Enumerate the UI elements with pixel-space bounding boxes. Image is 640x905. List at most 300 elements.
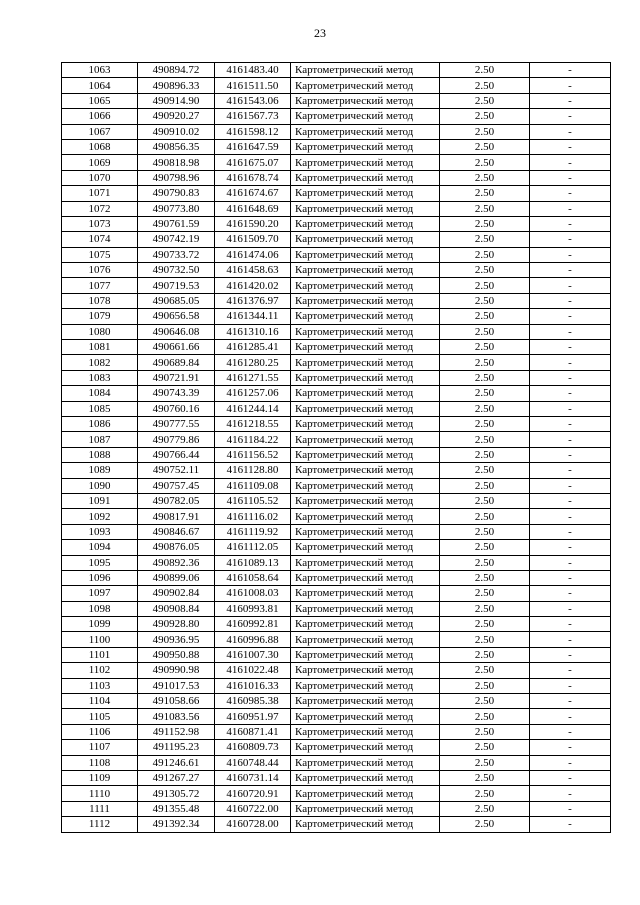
table-row xyxy=(62,478,611,493)
method-cell: Картометрический метод xyxy=(291,93,440,108)
x-coordinate-cell: 490876.05 xyxy=(138,540,215,555)
accuracy-cell: 2.50 xyxy=(440,109,530,124)
method-cell: Картометрический метод xyxy=(291,663,440,678)
point-number-cell: 1080 xyxy=(62,324,138,339)
table-row xyxy=(62,93,611,108)
table-row xyxy=(62,447,611,462)
note-cell: - xyxy=(530,109,611,124)
y-coordinate-cell: 4161598.12 xyxy=(215,124,291,139)
x-coordinate-cell: 490914.90 xyxy=(138,93,215,108)
y-coordinate-cell: 4161119.92 xyxy=(215,524,291,539)
table-row xyxy=(62,247,611,262)
accuracy-cell: 2.50 xyxy=(440,370,530,385)
note-cell: - xyxy=(530,663,611,678)
x-coordinate-cell: 490950.88 xyxy=(138,647,215,662)
coordinates-table-body xyxy=(62,63,611,833)
table-row xyxy=(62,78,611,93)
y-coordinate-cell: 4160809.73 xyxy=(215,740,291,755)
point-number-cell: 1111 xyxy=(62,801,138,816)
y-coordinate-cell: 4161344.11 xyxy=(215,309,291,324)
table-row xyxy=(62,801,611,816)
point-number-cell: 1090 xyxy=(62,478,138,493)
note-cell: - xyxy=(530,278,611,293)
accuracy-cell: 2.50 xyxy=(440,709,530,724)
method-cell: Картометрический метод xyxy=(291,570,440,585)
accuracy-cell: 2.50 xyxy=(440,432,530,447)
x-coordinate-cell: 491195.23 xyxy=(138,740,215,755)
method-cell: Картометрический метод xyxy=(291,694,440,709)
point-number-cell: 1070 xyxy=(62,170,138,185)
y-coordinate-cell: 4161511.50 xyxy=(215,78,291,93)
method-cell: Картометрический метод xyxy=(291,63,440,78)
y-coordinate-cell: 4161116.02 xyxy=(215,509,291,524)
table-row xyxy=(62,786,611,801)
table-row xyxy=(62,186,611,201)
note-cell: - xyxy=(530,416,611,431)
table-row xyxy=(62,509,611,524)
note-cell: - xyxy=(530,93,611,108)
point-number-cell: 1102 xyxy=(62,663,138,678)
y-coordinate-cell: 4161105.52 xyxy=(215,493,291,508)
accuracy-cell: 2.50 xyxy=(440,139,530,154)
accuracy-cell: 2.50 xyxy=(440,555,530,570)
accuracy-cell: 2.50 xyxy=(440,186,530,201)
table-row xyxy=(62,170,611,185)
accuracy-cell: 2.50 xyxy=(440,570,530,585)
y-coordinate-cell: 4161244.14 xyxy=(215,401,291,416)
y-coordinate-cell: 4161420.02 xyxy=(215,278,291,293)
method-cell: Картометрический метод xyxy=(291,370,440,385)
x-coordinate-cell: 490773.80 xyxy=(138,201,215,216)
note-cell: - xyxy=(530,694,611,709)
note-cell: - xyxy=(530,524,611,539)
y-coordinate-cell: 4160996.88 xyxy=(215,632,291,647)
accuracy-cell: 2.50 xyxy=(440,124,530,139)
accuracy-cell: 2.50 xyxy=(440,617,530,632)
y-coordinate-cell: 4161022.48 xyxy=(215,663,291,678)
accuracy-cell: 2.50 xyxy=(440,416,530,431)
point-number-cell: 1081 xyxy=(62,340,138,355)
note-cell: - xyxy=(530,293,611,308)
page-number: 23 xyxy=(314,26,326,40)
table-row xyxy=(62,401,611,416)
x-coordinate-cell: 491083.56 xyxy=(138,709,215,724)
x-coordinate-cell: 490894.72 xyxy=(138,63,215,78)
table-row xyxy=(62,724,611,739)
table-row xyxy=(62,293,611,308)
y-coordinate-cell: 4160985.38 xyxy=(215,694,291,709)
method-cell: Картометрический метод xyxy=(291,109,440,124)
point-number-cell: 1086 xyxy=(62,416,138,431)
x-coordinate-cell: 490721.91 xyxy=(138,370,215,385)
point-number-cell: 1071 xyxy=(62,186,138,201)
method-cell: Картометрический метод xyxy=(291,78,440,93)
table-row xyxy=(62,709,611,724)
accuracy-cell: 2.50 xyxy=(440,663,530,678)
x-coordinate-cell: 490798.96 xyxy=(138,170,215,185)
method-cell: Картометрический метод xyxy=(291,463,440,478)
point-number-cell: 1098 xyxy=(62,601,138,616)
y-coordinate-cell: 4160993.81 xyxy=(215,601,291,616)
x-coordinate-cell: 490766.44 xyxy=(138,447,215,462)
method-cell: Картометрический метод xyxy=(291,647,440,662)
accuracy-cell: 2.50 xyxy=(440,801,530,816)
note-cell: - xyxy=(530,632,611,647)
table-row xyxy=(62,386,611,401)
method-cell: Картометрический метод xyxy=(291,309,440,324)
point-number-cell: 1074 xyxy=(62,232,138,247)
point-number-cell: 1093 xyxy=(62,524,138,539)
point-number-cell: 1075 xyxy=(62,247,138,262)
point-number-cell: 1101 xyxy=(62,647,138,662)
point-number-cell: 1072 xyxy=(62,201,138,216)
note-cell: - xyxy=(530,324,611,339)
y-coordinate-cell: 4161376.97 xyxy=(215,293,291,308)
x-coordinate-cell: 490661.66 xyxy=(138,340,215,355)
point-number-cell: 1069 xyxy=(62,155,138,170)
table-row xyxy=(62,555,611,570)
accuracy-cell: 2.50 xyxy=(440,586,530,601)
point-number-cell: 1112 xyxy=(62,817,138,832)
table-row xyxy=(62,355,611,370)
method-cell: Картометрический метод xyxy=(291,632,440,647)
table-row xyxy=(62,570,611,585)
point-number-cell: 1065 xyxy=(62,93,138,108)
accuracy-cell: 2.50 xyxy=(440,386,530,401)
y-coordinate-cell: 4160748.44 xyxy=(215,755,291,770)
x-coordinate-cell: 490920.27 xyxy=(138,109,215,124)
method-cell: Картометрический метод xyxy=(291,139,440,154)
y-coordinate-cell: 4161675.07 xyxy=(215,155,291,170)
table-row xyxy=(62,647,611,662)
method-cell: Картометрический метод xyxy=(291,709,440,724)
y-coordinate-cell: 4161310.16 xyxy=(215,324,291,339)
method-cell: Картометрический метод xyxy=(291,724,440,739)
table-row xyxy=(62,817,611,832)
x-coordinate-cell: 490689.84 xyxy=(138,355,215,370)
method-cell: Картометрический метод xyxy=(291,786,440,801)
note-cell: - xyxy=(530,216,611,231)
accuracy-cell: 2.50 xyxy=(440,401,530,416)
method-cell: Картометрический метод xyxy=(291,555,440,570)
method-cell: Картометрический метод xyxy=(291,155,440,170)
accuracy-cell: 2.50 xyxy=(440,740,530,755)
note-cell: - xyxy=(530,478,611,493)
y-coordinate-cell: 4161218.55 xyxy=(215,416,291,431)
accuracy-cell: 2.50 xyxy=(440,278,530,293)
note-cell: - xyxy=(530,678,611,693)
note-cell: - xyxy=(530,755,611,770)
y-coordinate-cell: 4161458.63 xyxy=(215,263,291,278)
point-number-cell: 1064 xyxy=(62,78,138,93)
x-coordinate-cell: 491246.61 xyxy=(138,755,215,770)
x-coordinate-cell: 490742.19 xyxy=(138,232,215,247)
y-coordinate-cell: 4161058.64 xyxy=(215,570,291,585)
point-number-cell: 1076 xyxy=(62,263,138,278)
accuracy-cell: 2.50 xyxy=(440,755,530,770)
method-cell: Картометрический метод xyxy=(291,416,440,431)
point-number-cell: 1108 xyxy=(62,755,138,770)
table-row xyxy=(62,278,611,293)
method-cell: Картометрический метод xyxy=(291,447,440,462)
method-cell: Картометрический метод xyxy=(291,540,440,555)
point-number-cell: 1092 xyxy=(62,509,138,524)
accuracy-cell: 2.50 xyxy=(440,786,530,801)
x-coordinate-cell: 490779.86 xyxy=(138,432,215,447)
note-cell: - xyxy=(530,709,611,724)
note-cell: - xyxy=(530,170,611,185)
note-cell: - xyxy=(530,432,611,447)
table-row xyxy=(62,309,611,324)
method-cell: Картометрический метод xyxy=(291,186,440,201)
accuracy-cell: 2.50 xyxy=(440,201,530,216)
method-cell: Картометрический метод xyxy=(291,401,440,416)
x-coordinate-cell: 490656.58 xyxy=(138,309,215,324)
coordinates-table xyxy=(61,62,611,833)
note-cell: - xyxy=(530,386,611,401)
point-number-cell: 1105 xyxy=(62,709,138,724)
note-cell: - xyxy=(530,355,611,370)
table-row xyxy=(62,755,611,770)
accuracy-cell: 2.50 xyxy=(440,493,530,508)
x-coordinate-cell: 490902.84 xyxy=(138,586,215,601)
y-coordinate-cell: 4161647.59 xyxy=(215,139,291,154)
table-row xyxy=(62,340,611,355)
point-number-cell: 1088 xyxy=(62,447,138,462)
x-coordinate-cell: 490752.11 xyxy=(138,463,215,478)
note-cell: - xyxy=(530,370,611,385)
note-cell: - xyxy=(530,570,611,585)
note-cell: - xyxy=(530,601,611,616)
method-cell: Картометрический метод xyxy=(291,124,440,139)
accuracy-cell: 2.50 xyxy=(440,678,530,693)
point-number-cell: 1085 xyxy=(62,401,138,416)
y-coordinate-cell: 4160731.14 xyxy=(215,770,291,785)
x-coordinate-cell: 490896.33 xyxy=(138,78,215,93)
method-cell: Картометрический метод xyxy=(291,232,440,247)
method-cell: Картометрический метод xyxy=(291,678,440,693)
accuracy-cell: 2.50 xyxy=(440,232,530,247)
method-cell: Картометрический метод xyxy=(291,478,440,493)
x-coordinate-cell: 491305.72 xyxy=(138,786,215,801)
note-cell: - xyxy=(530,201,611,216)
table-row xyxy=(62,124,611,139)
accuracy-cell: 2.50 xyxy=(440,63,530,78)
x-coordinate-cell: 491058.66 xyxy=(138,694,215,709)
y-coordinate-cell: 4160722.00 xyxy=(215,801,291,816)
table-row xyxy=(62,324,611,339)
method-cell: Картометрический метод xyxy=(291,293,440,308)
x-coordinate-cell: 490990.98 xyxy=(138,663,215,678)
accuracy-cell: 2.50 xyxy=(440,216,530,231)
point-number-cell: 1099 xyxy=(62,617,138,632)
y-coordinate-cell: 4161590.20 xyxy=(215,216,291,231)
point-number-cell: 1094 xyxy=(62,540,138,555)
accuracy-cell: 2.50 xyxy=(440,509,530,524)
x-coordinate-cell: 490685.05 xyxy=(138,293,215,308)
note-cell: - xyxy=(530,724,611,739)
accuracy-cell: 2.50 xyxy=(440,309,530,324)
accuracy-cell: 2.50 xyxy=(440,478,530,493)
y-coordinate-cell: 4161674.67 xyxy=(215,186,291,201)
note-cell: - xyxy=(530,801,611,816)
method-cell: Картометрический метод xyxy=(291,509,440,524)
table-row xyxy=(62,416,611,431)
x-coordinate-cell: 490719.53 xyxy=(138,278,215,293)
note-cell: - xyxy=(530,617,611,632)
y-coordinate-cell: 4160720.91 xyxy=(215,786,291,801)
accuracy-cell: 2.50 xyxy=(440,170,530,185)
method-cell: Картометрический метод xyxy=(291,201,440,216)
point-number-cell: 1106 xyxy=(62,724,138,739)
note-cell: - xyxy=(530,786,611,801)
x-coordinate-cell: 490936.95 xyxy=(138,632,215,647)
y-coordinate-cell: 4161483.40 xyxy=(215,63,291,78)
note-cell: - xyxy=(530,817,611,832)
point-number-cell: 1107 xyxy=(62,740,138,755)
point-number-cell: 1104 xyxy=(62,694,138,709)
note-cell: - xyxy=(530,155,611,170)
table-row xyxy=(62,493,611,508)
y-coordinate-cell: 4161008.03 xyxy=(215,586,291,601)
table-row xyxy=(62,139,611,154)
method-cell: Картометрический метод xyxy=(291,263,440,278)
accuracy-cell: 2.50 xyxy=(440,524,530,539)
point-number-cell: 1082 xyxy=(62,355,138,370)
method-cell: Картометрический метод xyxy=(291,770,440,785)
note-cell: - xyxy=(530,309,611,324)
point-number-cell: 1109 xyxy=(62,770,138,785)
point-number-cell: 1084 xyxy=(62,386,138,401)
point-number-cell: 1068 xyxy=(62,139,138,154)
y-coordinate-cell: 4161543.06 xyxy=(215,93,291,108)
point-number-cell: 1100 xyxy=(62,632,138,647)
x-coordinate-cell: 491017.53 xyxy=(138,678,215,693)
x-coordinate-cell: 490928.80 xyxy=(138,617,215,632)
accuracy-cell: 2.50 xyxy=(440,694,530,709)
table-row xyxy=(62,524,611,539)
method-cell: Картометрический метод xyxy=(291,247,440,262)
note-cell: - xyxy=(530,770,611,785)
note-cell: - xyxy=(530,247,611,262)
table-row xyxy=(62,370,611,385)
point-number-cell: 1097 xyxy=(62,586,138,601)
point-number-cell: 1077 xyxy=(62,278,138,293)
table-row xyxy=(62,740,611,755)
y-coordinate-cell: 4161648.69 xyxy=(215,201,291,216)
table-row xyxy=(62,432,611,447)
method-cell: Картометрический метод xyxy=(291,601,440,616)
accuracy-cell: 2.50 xyxy=(440,78,530,93)
method-cell: Картометрический метод xyxy=(291,355,440,370)
y-coordinate-cell: 4161509.70 xyxy=(215,232,291,247)
y-coordinate-cell: 4161016.33 xyxy=(215,678,291,693)
table-row xyxy=(62,617,611,632)
x-coordinate-cell: 490646.08 xyxy=(138,324,215,339)
method-cell: Картометрический метод xyxy=(291,324,440,339)
method-cell: Картометрический метод xyxy=(291,432,440,447)
y-coordinate-cell: 4161128.80 xyxy=(215,463,291,478)
method-cell: Картометрический метод xyxy=(291,493,440,508)
point-number-cell: 1073 xyxy=(62,216,138,231)
y-coordinate-cell: 4161567.73 xyxy=(215,109,291,124)
note-cell: - xyxy=(530,78,611,93)
x-coordinate-cell: 490733.72 xyxy=(138,247,215,262)
x-coordinate-cell: 490908.84 xyxy=(138,601,215,616)
table-row xyxy=(62,109,611,124)
table-row xyxy=(62,263,611,278)
accuracy-cell: 2.50 xyxy=(440,724,530,739)
note-cell: - xyxy=(530,232,611,247)
accuracy-cell: 2.50 xyxy=(440,463,530,478)
accuracy-cell: 2.50 xyxy=(440,632,530,647)
note-cell: - xyxy=(530,447,611,462)
x-coordinate-cell: 490910.02 xyxy=(138,124,215,139)
table-row xyxy=(62,601,611,616)
method-cell: Картометрический метод xyxy=(291,801,440,816)
accuracy-cell: 2.50 xyxy=(440,293,530,308)
method-cell: Картометрический метод xyxy=(291,216,440,231)
x-coordinate-cell: 490790.83 xyxy=(138,186,215,201)
point-number-cell: 1095 xyxy=(62,555,138,570)
note-cell: - xyxy=(530,401,611,416)
note-cell: - xyxy=(530,509,611,524)
accuracy-cell: 2.50 xyxy=(440,340,530,355)
y-coordinate-cell: 4161156.52 xyxy=(215,447,291,462)
x-coordinate-cell: 491355.48 xyxy=(138,801,215,816)
y-coordinate-cell: 4161184.22 xyxy=(215,432,291,447)
note-cell: - xyxy=(530,463,611,478)
table-row xyxy=(62,770,611,785)
table-row xyxy=(62,63,611,78)
y-coordinate-cell: 4161089.13 xyxy=(215,555,291,570)
table-row xyxy=(62,586,611,601)
accuracy-cell: 2.50 xyxy=(440,324,530,339)
y-coordinate-cell: 4161109.08 xyxy=(215,478,291,493)
note-cell: - xyxy=(530,340,611,355)
note-cell: - xyxy=(530,139,611,154)
table-row xyxy=(62,678,611,693)
point-number-cell: 1087 xyxy=(62,432,138,447)
accuracy-cell: 2.50 xyxy=(440,770,530,785)
x-coordinate-cell: 490899.06 xyxy=(138,570,215,585)
note-cell: - xyxy=(530,493,611,508)
method-cell: Картометрический метод xyxy=(291,524,440,539)
point-number-cell: 1110 xyxy=(62,786,138,801)
accuracy-cell: 2.50 xyxy=(440,540,530,555)
x-coordinate-cell: 490777.55 xyxy=(138,416,215,431)
accuracy-cell: 2.50 xyxy=(440,447,530,462)
table-row xyxy=(62,663,611,678)
y-coordinate-cell: 4161257.06 xyxy=(215,386,291,401)
table-row xyxy=(62,540,611,555)
method-cell: Картометрический метод xyxy=(291,740,440,755)
x-coordinate-cell: 490856.35 xyxy=(138,139,215,154)
point-number-cell: 1079 xyxy=(62,309,138,324)
accuracy-cell: 2.50 xyxy=(440,355,530,370)
point-number-cell: 1078 xyxy=(62,293,138,308)
method-cell: Картометрический метод xyxy=(291,755,440,770)
note-cell: - xyxy=(530,540,611,555)
table-row xyxy=(62,632,611,647)
note-cell: - xyxy=(530,186,611,201)
table-row xyxy=(62,694,611,709)
point-number-cell: 1091 xyxy=(62,493,138,508)
x-coordinate-cell: 490892.36 xyxy=(138,555,215,570)
table-row xyxy=(62,155,611,170)
y-coordinate-cell: 4161285.41 xyxy=(215,340,291,355)
note-cell: - xyxy=(530,124,611,139)
